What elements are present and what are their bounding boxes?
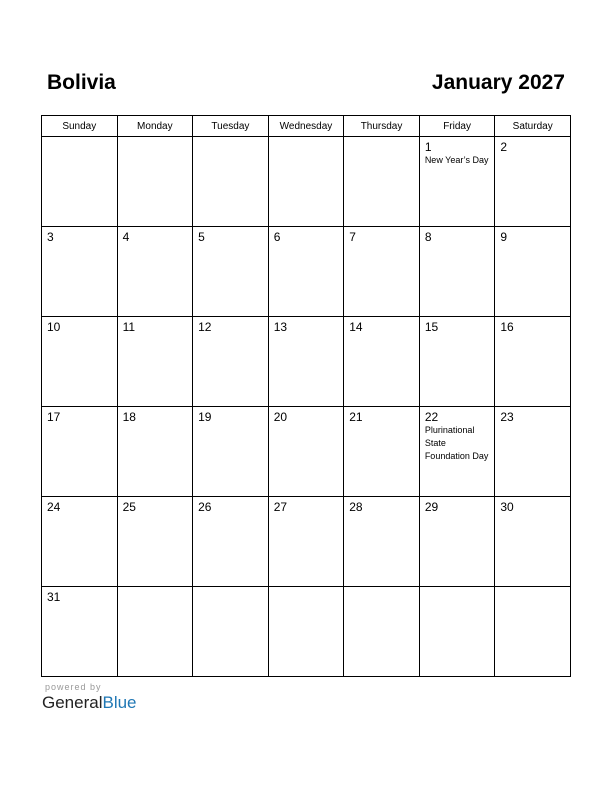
- day-cell: [419, 317, 495, 407]
- day-number: 10: [47, 320, 61, 334]
- day-number: 28: [349, 500, 363, 514]
- day-cell: [117, 497, 193, 587]
- day-cell: [268, 587, 344, 677]
- weekday-saturday: Saturday: [495, 116, 571, 137]
- day-cell: [419, 137, 495, 227]
- month-title: January 2027: [431, 71, 565, 94]
- day-number: 27: [273, 500, 288, 514]
- day-number: 30: [500, 500, 514, 514]
- powered-by-label: powered by: [45, 682, 102, 692]
- day-number: 25: [122, 500, 136, 514]
- day-number: 24: [47, 500, 61, 514]
- weekday-monday: Monday: [117, 116, 193, 137]
- day-cell: [495, 407, 571, 497]
- day-number: 15: [424, 320, 439, 334]
- day-cell: [117, 407, 193, 497]
- week-row: [42, 317, 571, 407]
- week-row: [42, 227, 571, 317]
- day-cell: [419, 587, 495, 677]
- day-number: 1: [424, 140, 432, 154]
- day-number: 18: [122, 410, 136, 424]
- day-cell: [495, 587, 571, 677]
- day-number: 14: [349, 320, 363, 334]
- weekday-wednesday: Wednesday: [268, 116, 344, 137]
- day-cell: [42, 497, 118, 587]
- day-cell: [495, 497, 571, 587]
- day-cell: [193, 587, 269, 677]
- day-cell: [268, 497, 344, 587]
- day-number: 4: [122, 230, 130, 244]
- weekday-sunday: Sunday: [42, 116, 118, 137]
- day-number: 17: [47, 410, 61, 424]
- day-number: 3: [47, 230, 54, 244]
- week-row: [42, 497, 571, 587]
- day-cell: [42, 407, 118, 497]
- day-cell: [419, 407, 495, 497]
- calendar-grid: [41, 115, 571, 677]
- day-cell: [268, 407, 344, 497]
- day-cell: [344, 137, 420, 227]
- day-number: 7: [349, 230, 356, 244]
- day-number: 5: [198, 230, 205, 244]
- day-number: 31: [47, 590, 61, 604]
- day-number: 20: [273, 410, 288, 424]
- brand-blue-text: Blue: [102, 693, 137, 712]
- generalblue-logo[interactable]: [42, 693, 137, 713]
- weekday-tuesday: Tuesday: [193, 116, 269, 137]
- day-cell: [344, 587, 420, 677]
- brand-general-text: General: [42, 693, 103, 712]
- day-cell: [193, 227, 269, 317]
- country-title: Bolivia: [47, 71, 116, 94]
- week-row: [42, 137, 571, 227]
- day-cell: [495, 227, 571, 317]
- holiday-label: Plurinational State Foundation Day: [424, 425, 489, 461]
- day-number: 26: [198, 500, 212, 514]
- day-cell: [42, 587, 118, 677]
- day-number: 9: [500, 230, 508, 244]
- day-cell: [344, 497, 420, 587]
- day-cell: [117, 227, 193, 317]
- day-number: 19: [198, 410, 212, 424]
- holiday-label: New Year’s Day: [424, 155, 489, 165]
- day-cell: [193, 497, 269, 587]
- day-number: 21: [349, 410, 363, 424]
- day-cell: [42, 137, 118, 227]
- week-row: [42, 407, 571, 497]
- day-number: 29: [424, 500, 439, 514]
- day-cell: [495, 137, 571, 227]
- day-number: 8: [424, 230, 432, 244]
- day-number: 2: [500, 140, 508, 154]
- day-cell: [193, 407, 269, 497]
- day-cell: [42, 317, 118, 407]
- weekday-friday: Friday: [419, 116, 495, 137]
- week-row: [42, 587, 571, 677]
- day-cell: [419, 227, 495, 317]
- weekday-thursday: Thursday: [344, 116, 420, 137]
- day-cell: [344, 407, 420, 497]
- day-number: 22: [424, 410, 439, 424]
- day-cell: [495, 317, 571, 407]
- day-cell: [193, 137, 269, 227]
- day-cell: [117, 317, 193, 407]
- day-number: 6: [273, 230, 281, 244]
- weekday-header-row: [42, 116, 571, 137]
- day-number: 13: [273, 320, 288, 334]
- day-cell: [117, 587, 193, 677]
- day-number: 16: [500, 320, 514, 334]
- day-cell: [344, 317, 420, 407]
- day-number: 12: [198, 320, 212, 334]
- day-cell: [42, 227, 118, 317]
- day-cell: [268, 227, 344, 317]
- day-cell: [268, 317, 344, 407]
- day-cell: [117, 137, 193, 227]
- day-cell: [268, 137, 344, 227]
- day-number: 23: [500, 410, 514, 424]
- day-number: 11: [122, 320, 136, 334]
- day-cell: [193, 317, 269, 407]
- day-cell: [419, 497, 495, 587]
- day-cell: [344, 227, 420, 317]
